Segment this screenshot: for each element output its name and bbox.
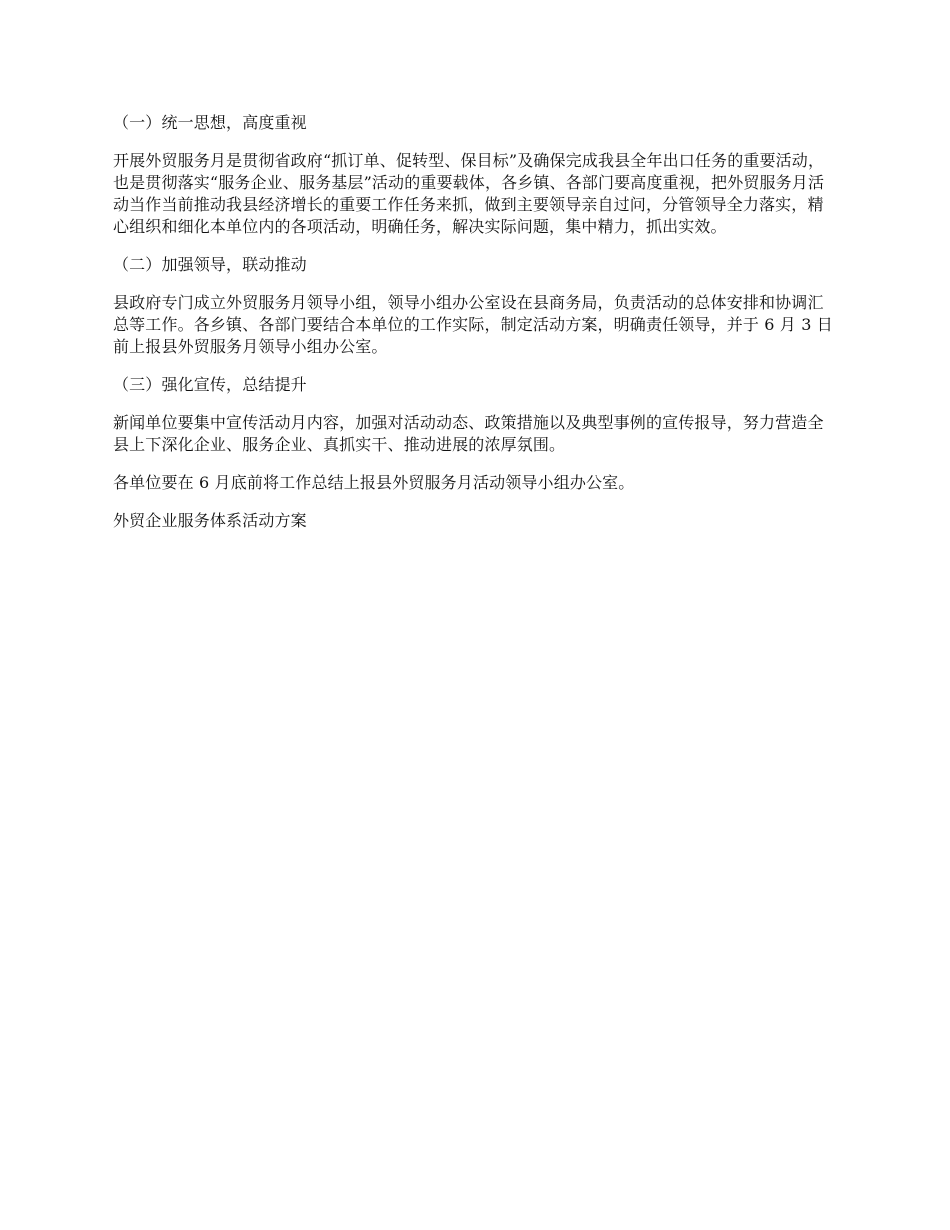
section-heading-3: （三）强化宣传，总结提升 <box>113 375 307 394</box>
section-heading-2: （二）加强领导，联动推动 <box>113 255 307 274</box>
section-paragraph-2: 县政府专门成立外贸服务月领导小组，领导小组办公室设在县商务局，负责活动的总体安排和协调汇总等工作。各乡镇、各部门要结合本单位的工作实际，制定活动方案，明确责任领导，并于 6 月 3 日前上报县外贸服务月领导小组办公室。 <box>113 293 833 356</box>
document-body <box>113 112 838 548</box>
trailing-title: 外贸企业服务体系活动方案 <box>113 511 307 530</box>
section-heading-1: （一）统一思想，高度重视 <box>113 113 307 132</box>
section-paragraph-1: 开展外贸服务月是贯彻省政府“抓订单、促转型、保目标”及确保完成我县全年出口任务的重要活动，也是贯彻落实“服务企业、服务基层”活动的重要载体，各乡镇、各部门要高度重视，把外贸服务月活动当作当前推动我县经济增长的重要工作任务来抓，做到主要领导亲自过问，分管领导全力落实，精心组织和细化本单位内的各项活动，明确任务，解决实际问题，集中精力，抓出实效。 <box>113 151 825 236</box>
closing-paragraph: 各单位要在 6 月底前将工作总结上报县外贸服务月活动领导小组办公室。 <box>113 473 635 492</box>
section-paragraph-3: 新闻单位要集中宣传活动月内容，加强对活动动态、政策措施以及典型事例的宣传报导，努力营造全县上下深化企业、服务企业、真抓实干、推动进展的浓厚氛围。 <box>113 413 824 454</box>
